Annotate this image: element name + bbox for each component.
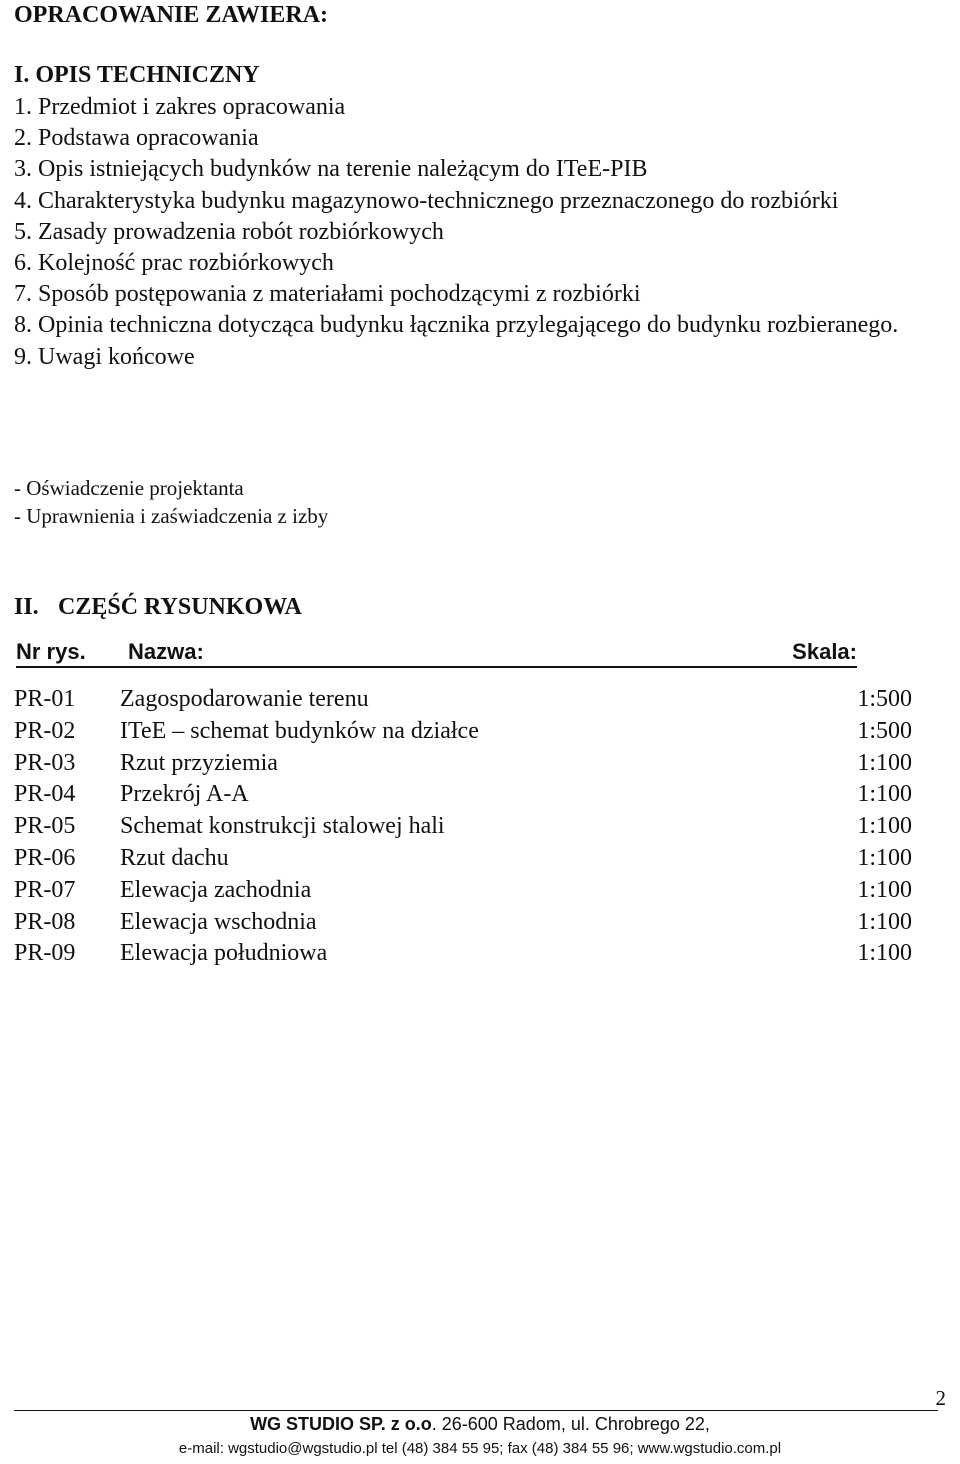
drawing-row xyxy=(14,811,912,843)
document-title: OPRACOWANIE ZAWIERA: xyxy=(14,2,329,28)
column-header-number: Nr rys. xyxy=(16,639,86,664)
drawing-scale: 1:100 xyxy=(857,876,912,903)
contents-item: 5. Zasady prowadzenia robót rozbiórkowych xyxy=(14,218,444,245)
drawing-scale: 1:100 xyxy=(857,844,912,871)
drawing-row xyxy=(14,938,912,970)
drawing-name: Elewacja wschodnia xyxy=(120,908,317,935)
drawing-scale: 1:100 xyxy=(857,749,912,776)
drawing-number: PR-06 xyxy=(14,844,76,871)
contents-item: 1. Przedmiot i zakres opracowania xyxy=(14,94,346,120)
drawing-scale: 1:100 xyxy=(857,940,912,967)
drawing-scale: 1:100 xyxy=(857,781,912,808)
appendix-item: - Oświadczenie projektanta xyxy=(14,476,244,500)
drawing-number: PR-09 xyxy=(14,940,76,967)
drawing-number: PR-05 xyxy=(14,813,76,840)
drawing-row xyxy=(14,843,912,875)
drawing-scale: 1:500 xyxy=(857,686,912,712)
drawing-name: Rzut dachu xyxy=(120,844,229,871)
drawing-name: ITeE – schemat budynków na działce xyxy=(120,717,479,744)
drawing-name: Zagospodarowanie terenu xyxy=(120,686,369,712)
footer-company-line xyxy=(0,1414,960,1435)
section-2-title xyxy=(14,594,302,621)
drawing-number: PR-07 xyxy=(14,876,76,903)
section-2-label: CZĘŚĆ RYSUNKOWA xyxy=(58,594,302,620)
page-number: 2 xyxy=(935,1386,946,1410)
appendix-item: - Uprawnienia i zaświadczenia z izby xyxy=(14,504,329,528)
drawing-number: PR-03 xyxy=(14,749,76,776)
contents-item: 6. Kolejność prac rozbiórkowych xyxy=(14,250,334,277)
contents-item: 4. Charakterystyka budynku magazynowo-technicznego przeznaczonego do rozbiórki xyxy=(14,187,839,214)
drawing-name: Przekrój A-A xyxy=(120,781,249,808)
contents-item: 3. Opis istniejących budynków na terenie należącym do ITeE-PIB xyxy=(14,156,648,183)
drawing-row xyxy=(14,779,912,811)
drawing-row xyxy=(14,907,912,939)
drawing-name: Schemat konstrukcji stalowej hali xyxy=(120,813,445,840)
drawing-number: PR-01 xyxy=(14,686,76,712)
column-header-name: Nazwa: xyxy=(128,639,204,664)
appendix-list xyxy=(14,474,328,530)
footer-address: . 26-600 Radom, ul. Chrobrego 22, xyxy=(431,1414,710,1434)
drawing-name: Rzut przyziemia xyxy=(120,749,278,776)
section-1-title: I. OPIS TECHNICZNY xyxy=(14,62,260,88)
contents-list xyxy=(14,92,934,373)
drawing-number: PR-04 xyxy=(14,781,76,808)
drawing-scale: 1:100 xyxy=(857,908,912,935)
drawing-name: Elewacja południowa xyxy=(120,940,328,967)
contents-item: 8. Opinia techniczna dotycząca budynku łącznika przylegającego do budynku rozbieranego. xyxy=(14,312,899,339)
drawings-table-header xyxy=(16,636,857,668)
drawings-table xyxy=(14,684,912,970)
drawing-name: Elewacja zachodnia xyxy=(120,876,312,903)
section-2-number: II. xyxy=(14,594,39,620)
footer-contact: e-mail: wgstudio@wgstudio.pl tel (48) 384 55 95; fax (48) 384 55 96; www.wgstudio.com.pl xyxy=(178,1440,782,1457)
drawing-scale: 1:500 xyxy=(857,717,912,744)
contents-item: 7. Sposób postępowania z materiałami pochodzącymi z rozbiórki xyxy=(14,281,641,308)
drawing-row xyxy=(14,748,912,780)
page-footer xyxy=(0,1410,960,1464)
drawing-row xyxy=(14,875,912,907)
drawing-row xyxy=(14,684,912,716)
column-header-scale: Skala: xyxy=(792,639,857,664)
drawing-number: PR-08 xyxy=(14,908,76,935)
footer-company: WG STUDIO SP. z o.o xyxy=(250,1414,432,1434)
drawing-scale: 1:100 xyxy=(857,813,912,840)
drawing-number: PR-02 xyxy=(14,717,76,744)
footer-divider xyxy=(14,1410,938,1411)
contents-item: 2. Podstawa opracowania xyxy=(14,125,259,152)
drawing-row xyxy=(14,716,912,748)
contents-item: 9. Uwagi końcowe xyxy=(14,343,195,370)
